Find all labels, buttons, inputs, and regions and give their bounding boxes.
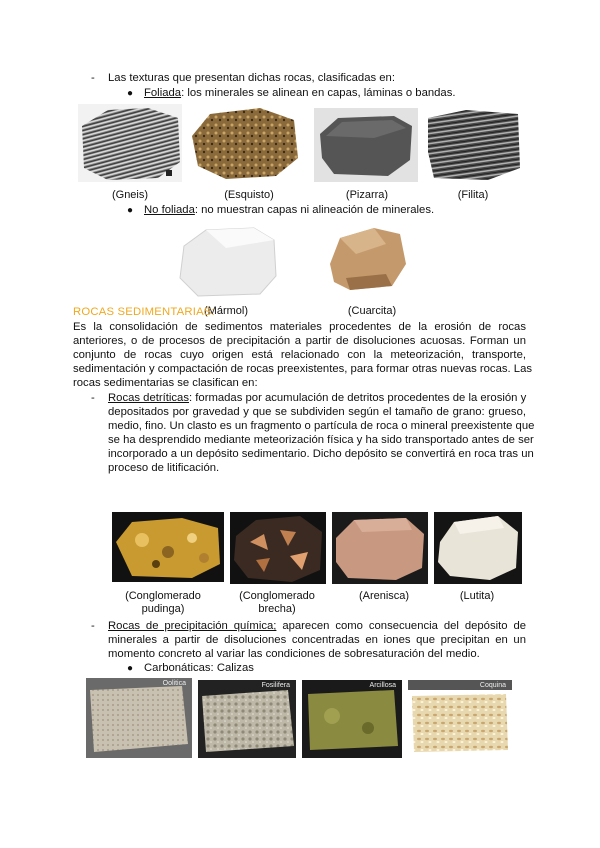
paragraph-line: rocas sedimentarias se clasifican en:	[73, 377, 258, 389]
section-heading-sedimentarias: ROCAS SEDIMENTARIAS:	[73, 306, 215, 318]
esquisto-photo	[190, 106, 300, 181]
lutita-photo	[434, 512, 522, 584]
paragraph-line: sedimentación y compactación de rocas preexistentes, para formar otras nuevas rocas. Las	[73, 363, 533, 375]
detriticas-line: se ha desprendido mediante meteorización física y ha sido transportado antes de ser	[108, 434, 534, 446]
caliza-tag: Coquina	[479, 682, 506, 689]
carbonaticas-item: Carbonáticas: Calizas	[144, 662, 254, 674]
caliza-fosilifera-rock-image	[198, 680, 296, 758]
texturas-intro: Las texturas que presentan dichas rocas, clasificadas en:	[108, 72, 395, 84]
dot-bullet: ●	[127, 205, 134, 216]
caliza-oolitica-rock-image	[86, 678, 192, 758]
caliza-tag: Oolitica	[162, 680, 186, 687]
foliada-description: : los minerales se alinean en capas, láminas o bandas.	[181, 87, 456, 99]
detriticas-first-text: : formadas por acumulación de detritos procedentes de la erosión y	[189, 392, 527, 404]
caliza-tag: Arcillosa	[369, 682, 396, 689]
caption-line: pudinga)	[141, 603, 185, 615]
detriticas-line: medio, fino. Un clasto es un fragmento o partícula de roca o mineral preexistente que	[108, 420, 535, 432]
caption-gneis: (Gneis)	[111, 189, 149, 201]
caption-lutita: (Lutita)	[459, 590, 495, 602]
dash-bullet: -	[91, 392, 95, 404]
caption-cuarcita: (Cuarcita)	[347, 305, 397, 317]
caliza-tag: Fosilifera	[261, 682, 290, 689]
gneis-rock-image	[78, 104, 182, 182]
foliada-item	[144, 87, 456, 99]
lutita-rock-image	[434, 512, 522, 584]
filita-rock-image	[426, 108, 522, 182]
caption-esquisto: (Esquisto)	[224, 189, 274, 201]
arenisca-photo	[332, 512, 428, 584]
caliza-coquina-rock-image	[408, 680, 512, 758]
caption-line: (Conglomerado	[125, 590, 201, 602]
paragraph-line: conjunto de rocas cuyo origen está relacionado con la meteorización, transporte,	[73, 349, 526, 361]
foliada-term: Foliada	[144, 87, 182, 99]
dot-bullet: ●	[127, 88, 134, 99]
caption-pudinga	[118, 590, 208, 616]
cuarcita-photo	[326, 224, 410, 296]
caliza-arcillosa-rock-image	[302, 680, 402, 758]
caliza-fosilifera-photo	[198, 680, 296, 758]
paragraph-line: anteriores, o de procesos de precipitación a partir de disoluciones acuosas. Forman un	[73, 335, 526, 347]
marmol-photo	[176, 226, 278, 298]
detriticas-term: Rocas detríticas	[108, 392, 189, 404]
caliza-coquina-photo	[408, 680, 512, 758]
caption-filita: (Filita)	[457, 189, 489, 201]
no-foliada-description: : no muestran capas ni alineación de minerales.	[194, 204, 435, 216]
pudinga-rock-image	[112, 512, 224, 582]
quimica-line: momento concreto al variar las condiciones de sobresaturación del medio.	[108, 648, 480, 660]
dash-bullet: -	[91, 620, 95, 632]
no-foliada-term: No foliada	[144, 204, 195, 216]
quimica-term: Rocas de precipitación química;	[108, 620, 277, 632]
marmol-rock-image	[176, 226, 278, 298]
gneis-photo	[78, 104, 182, 182]
quimica-line: minerales a partir de disoluciones concentradas en iones que precipitan en un	[108, 634, 526, 646]
pizarra-photo	[314, 108, 418, 182]
dot-bullet: ●	[127, 663, 134, 674]
no-foliada-item	[144, 204, 434, 216]
pudinga-photo	[112, 512, 224, 582]
paragraph-line: Es la consolidación de sedimentos materiales procedentes de la erosión de rocas	[73, 321, 526, 333]
caption-pizarra: (Pizarra)	[345, 189, 389, 201]
detriticas-line: incorporado a un depósito sedimentario. Dicho depósito se convertirá en roca tras un	[108, 448, 534, 460]
caliza-oolitica-photo	[86, 678, 192, 758]
arenisca-rock-image	[332, 512, 428, 584]
brecha-photo	[230, 512, 326, 584]
quimica-first-text: aparecen como consecuencia del depósito de	[276, 620, 527, 632]
caption-line: (Conglomerado	[239, 590, 315, 602]
dash-bullet: -	[91, 72, 95, 84]
detriticas-first-line	[108, 391, 526, 405]
detriticas-line: depositados por gravedad y que se subdividen según el tamaño de grano: grueso,	[108, 406, 526, 418]
brecha-rock-image	[230, 512, 326, 584]
caption-arenisca: (Arenisca)	[358, 590, 410, 602]
caption-marmol: (Mármol)	[204, 305, 248, 317]
caption-line: brecha)	[258, 603, 296, 615]
cuarcita-rock-image	[326, 224, 410, 296]
caliza-arcillosa-photo	[302, 680, 402, 758]
filita-photo	[426, 108, 522, 182]
quimica-first-line	[108, 619, 526, 633]
detriticas-line: proceso de litificación.	[108, 462, 220, 474]
caption-brecha	[232, 590, 322, 616]
pizarra-rock-image	[314, 108, 418, 182]
esquisto-rock-image	[190, 106, 300, 181]
